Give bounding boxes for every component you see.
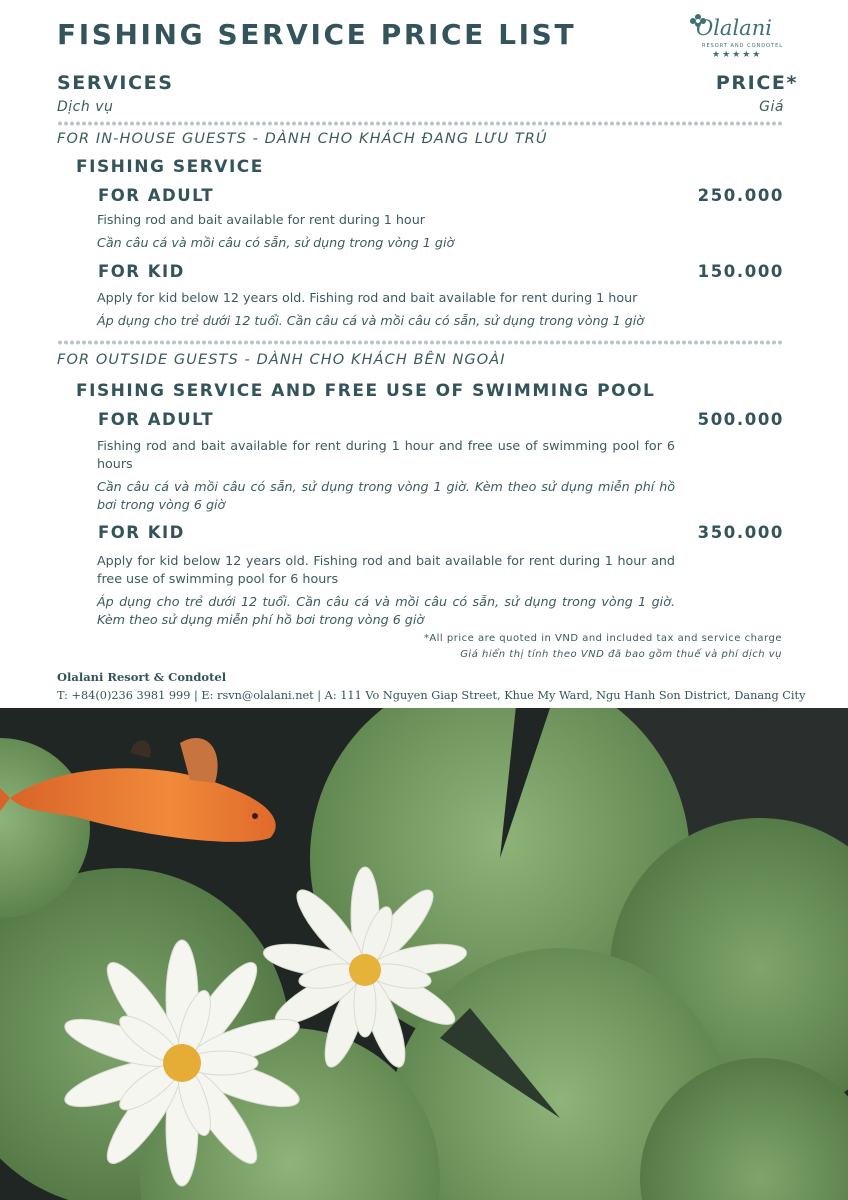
- item-description-vi: Cần câu cá và mồi câu có sẵn, sử dụng trong vòng 1 giờ. Kèm theo sử dụng miễn phí hồ bơi trong vòng 6 giờ: [97, 479, 675, 512]
- item-description-vi: Áp dụng cho trẻ dưới 12 tuổi. Cần câu cá và mồi câu có sẵn, sử dụng trong vòng 1 giờ. Kèm theo sử dụng miễn phí hồ bơi trong vòng 6 giờ: [97, 594, 675, 627]
- olalani-logo: [688, 12, 792, 64]
- fishing-pool-service-heading: FISHING SERVICE AND FREE USE OF SWIMMING POOL: [76, 381, 656, 401]
- dotted-divider: [57, 340, 782, 345]
- lily-pond-photo: [0, 708, 848, 1200]
- item-price: 250.000: [697, 186, 784, 205]
- services-header-vi: Dịch vụ: [57, 99, 114, 115]
- item-description-en: Fishing rod and bait available for rent during 1 hour and free use of swimming pool for 6 hours: [97, 438, 675, 471]
- price-note-vi: Giá hiển thị tính theo VND đã bao gồm thuế và phí dịch vụ: [460, 649, 782, 660]
- item-description-en: Apply for kid below 12 years old. Fishing rod and bait available for rent during 1 hour and free use of swimming pool for 6 hours: [97, 553, 675, 586]
- item-name: FOR ADULT: [98, 186, 215, 205]
- logo-subtitle: RESORT AND CONDOTEL: [702, 43, 784, 49]
- contact-info: T: +84(0)236 3981 999 | E: rsvn@olalani.net | A: 111 Vo Nguyen Giap Street, Khue My Ward, Ngu Hanh Son District, Danang City: [57, 689, 806, 702]
- services-header: SERVICES: [57, 72, 174, 94]
- company-name: Olalani Resort & Condotel: [57, 670, 227, 684]
- outside-guests-label: FOR OUTSIDE GUESTS - DÀNH CHO KHÁCH BÊN NGOÀI: [57, 352, 506, 368]
- page-title: FISHING SERVICE PRICE LIST: [57, 18, 577, 51]
- logo-stars: ★★★★★: [712, 50, 763, 60]
- item-price: 350.000: [697, 523, 784, 542]
- dotted-divider: [57, 121, 782, 126]
- logo-wordmark: Olalani: [696, 16, 772, 40]
- price-header-vi: Giá: [759, 99, 784, 115]
- item-description-en: Fishing rod and bait available for rent during 1 hour: [97, 212, 425, 227]
- item-name: FOR KID: [98, 262, 185, 281]
- in-house-guests-label: FOR IN-HOUSE GUESTS - DÀNH CHO KHÁCH ĐANG LƯU TRÚ: [57, 131, 548, 147]
- item-price: 500.000: [697, 410, 784, 429]
- item-name: FOR KID: [98, 523, 185, 542]
- price-note-en: *All price are quoted in VND and included tax and service charge: [423, 633, 782, 644]
- item-description-vi: Áp dụng cho trẻ dưới 12 tuổi. Cần câu cá và mồi câu có sẵn, sử dụng trong vòng 1 giờ: [97, 313, 645, 328]
- fishing-service-heading: FISHING SERVICE: [76, 157, 264, 177]
- item-name: FOR ADULT: [98, 410, 215, 429]
- item-description-vi: Cần câu cá và mồi câu có sẵn, sử dụng trong vòng 1 giờ: [97, 235, 455, 250]
- item-price: 150.000: [697, 262, 784, 281]
- item-description-en: Apply for kid below 12 years old. Fishing rod and bait available for rent during 1 hour: [97, 290, 638, 305]
- price-header: PRICE*: [715, 72, 798, 94]
